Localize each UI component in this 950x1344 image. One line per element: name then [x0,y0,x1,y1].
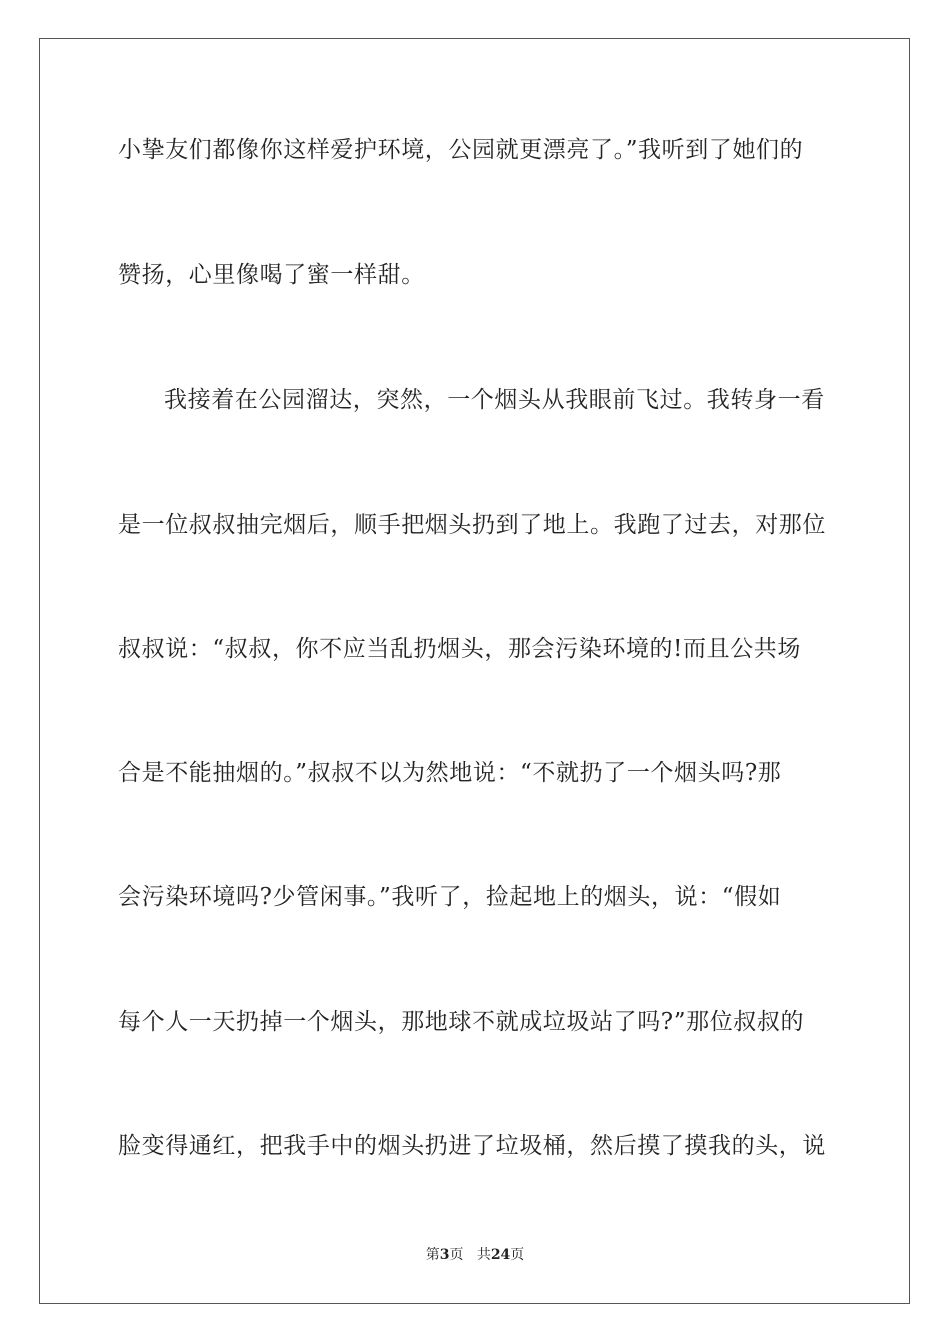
total-page-count: 24 [490,1247,511,1263]
page-suffix: 页 [449,1247,464,1263]
body-line-5: 叔叔说：“叔叔，你不应当乱扔烟头，那会污染环境的!而且公共场 [118,636,802,662]
page-border [39,38,910,1304]
body-line-1: 小挚友们都像你这样爱护环境，公园就更漂亮了。”我听到了她们的 [118,137,804,163]
body-line-8: 每个人一天扔掉一个烟头，那地球不就成垃圾站了吗?”那位叔叔的 [118,1009,805,1035]
page-footer [0,1246,950,1264]
body-line-6: 合是不能抽烟的。”叔叔不以为然地说：“不就扔了一个烟头吗?那 [118,760,782,786]
body-line-3: 我接着在公园溜达，突然，一个烟头从我眼前飞过。我转身一看 [164,387,825,413]
body-line-2: 赞扬，心里像喝了蜜一样甜。 [118,262,425,288]
body-line-9: 脸变得通红，把我手中的烟头扔进了垃圾桶，然后摸了摸我的头，说 [118,1133,826,1159]
total-prefix: 共 [476,1247,491,1263]
body-line-7: 会污染环境吗?少管闲事。”我听了，捡起地上的烟头，说：“假如 [118,884,782,910]
body-line-4: 是一位叔叔抽完烟后，顺手把烟头扔到了地上。我跑了过去，对那位 [118,512,826,538]
total-suffix: 页 [510,1247,525,1263]
page-prefix: 第 [425,1247,440,1263]
current-page-number: 3 [439,1247,450,1263]
